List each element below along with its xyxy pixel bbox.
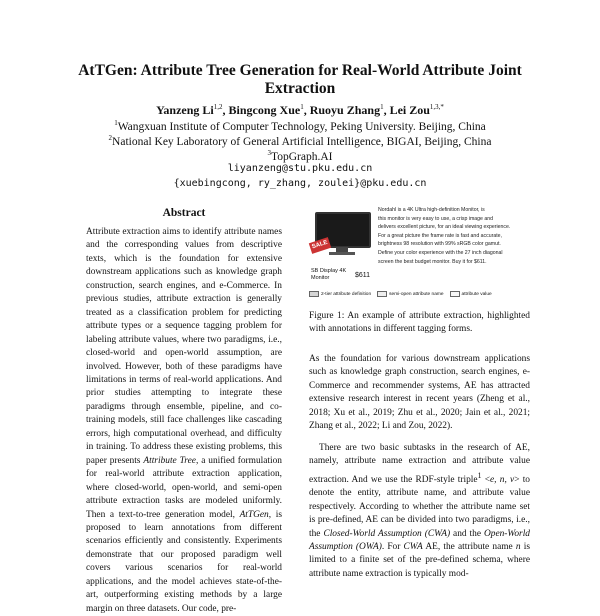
intro-text [309, 353, 530, 581]
figure-legend [309, 290, 530, 298]
affiliation-3-marker: 3 [267, 149, 271, 157]
paragraph-2-segment: . For [381, 542, 404, 553]
affiliation-2-text: National Key Laboratory of General Artificial Intelligence, BIGAI, Beijing, China [112, 135, 492, 148]
description-line: screen the best budget monitor. Buy it for $611. [378, 258, 487, 265]
paragraph-2 [309, 442, 530, 582]
author-affiliation-marker: 1,3,* [429, 103, 444, 111]
product-description [378, 206, 530, 266]
description-line: Define your color experience with the 27 inch diagonal [378, 249, 503, 256]
paragraph-2-segment: e, n, v [490, 474, 515, 485]
paper-title: AtTGen: Attribute Tree Generation for Real-World Attribute Joint Extraction [78, 62, 522, 97]
paragraph-1: As the foundation for various downstream applications such as knowledge graph construction, search engines, e-Commerce and recommender systems, AE has attracted extensive research interest in recent years (Zheng et al., 2018; Xu et al., 2019; Zhu et al., 2020; Jain et al., 2021; Zhang et al., 2022; Li and Zou, 2022). [309, 354, 530, 432]
author-name: Yanzeng Li [156, 103, 214, 117]
description-line: this monitor is very easy to use, a crisp image and [378, 215, 494, 222]
abstract-segment: AtTGen [239, 509, 269, 520]
description-line: brightness 98 resolution with 99% sRGB color gamut. [378, 241, 501, 248]
abstract-body [86, 226, 282, 616]
author-name: Ruoyu Zhang [309, 103, 381, 117]
figure-1 [309, 204, 530, 298]
affiliation-3-text: TopGraph.AI [271, 150, 333, 163]
author-affiliation-marker: 1 [380, 103, 384, 111]
description-line: Nordahl is a 4K Ultra high-definition Monitor, is [378, 207, 485, 213]
product-price: $611 [355, 272, 371, 279]
product-image [309, 204, 375, 298]
affiliation-1-marker: 1 [114, 119, 118, 127]
legend-swatch [309, 291, 319, 297]
author-separator: , [303, 103, 310, 117]
paragraph-2-segment: < [481, 474, 491, 485]
legend-swatch [450, 291, 460, 297]
author-separator: , [383, 103, 390, 117]
email-primary[interactable]: liyanzeng@stu.pku.edu.cn [227, 163, 373, 174]
paragraph-2-segment: Open-World Assumption (OWA) [309, 528, 530, 553]
legend-label: 2-tier attribute definition [321, 291, 372, 297]
monitor-base-icon [329, 252, 355, 255]
paragraph-2-segment: > to denote the entity, attribute name, and attribute value respectively. According to whether the attribute name set is pre-defined, AE can be divided into two paradigms, i.e., the [309, 474, 530, 539]
sale-tag: SALE [309, 237, 331, 254]
author-affiliation-marker: 1,2 [213, 103, 223, 111]
description-line: For a great picture the frame rate is fast and accurate, [378, 232, 502, 239]
author-name: Lei Zou [389, 103, 430, 117]
email-group[interactable]: {xuebingcong, ry_zhang, zoulei}@pku.edu.cn [173, 178, 427, 189]
legend-item [377, 291, 443, 297]
abstract-segment: , a unified formulation for real-world attribute extraction application, where closed-world, open-world, and semi-open attribute extraction tasks are modeled uniformly. Then a text-to-tree generation model, [86, 455, 282, 520]
description-line: delivers excellent picture, for an ideal viewing experience. [378, 224, 511, 231]
legend-label: attribute value [461, 291, 492, 297]
abstract-heading: Abstract [162, 207, 206, 219]
abstract-segment: Attribute Tree [143, 455, 196, 466]
author-name: Bingcong Xue [228, 103, 301, 117]
paragraph-2-segment: is limited to a finite set of the pre-defined schema, where attribute name extraction is typically mod- [309, 542, 530, 579]
paragraph-2-segment: n [515, 542, 521, 553]
paragraph-2-segment: There are two basic subtasks in the research of AE, namely, attribute name extraction and attribute value extraction. And we use the RDF-style triple [309, 442, 530, 485]
abstract-segment: , is proposed to learn annotations from different scenarios efficiently and consistently. Experiments demonstrate that our proposed paradigm well covers various scenarios for real-world applications, and the model achieves state-of-the-art, outperforming existing methods by a large margin on three datasets. Our code, pre- [86, 509, 282, 614]
product-name: SB Display 4K Monitor [311, 268, 347, 281]
affiliation-2-marker: 2 [108, 134, 113, 142]
legend-swatch [377, 291, 387, 297]
paragraph-2-segment: 1 [477, 470, 482, 480]
legend-label: semi-open attribute name [389, 291, 444, 297]
paragraph-2-segment: AE, the attribute name [422, 542, 516, 553]
author-affiliation-marker: 1 [300, 103, 304, 111]
affiliation-1-text: Wangxuan Institute of Computer Technology, Peking University. Beijing, China [117, 120, 486, 133]
paragraph-2-segment: Closed-World Assumption (CWA) [323, 528, 451, 539]
legend-item [450, 291, 492, 297]
figure-caption: Figure 1: An example of attribute extraction, highlighted with annotations in different tagging forms. [309, 311, 530, 335]
abstract-segment: Attribute extraction aims to identify attribute names and the corresponding values from descriptive texts, which is the foundation for extensive downstream applications such as knowledge graph construction, search engines, and e-Commerce. In previous studies, attribute extraction is generally treated as a classification problem for predicting attribute types or a sequence tagging problem for labeling attribute values, where two paradigms, i.e., closed-world and open-world assumption, are involved. However, both of these paradigms have limitations in terms of real-world applications. And prior studies attempting to integrate these paradigms through ensemble, pipeline, and co-training models, still face challenges like cascading errors, high computational overhead, and difficulty in training. To address these existing problems, this paper presents [86, 227, 282, 466]
author-separator: , [222, 103, 229, 117]
legend-item [309, 291, 371, 297]
paragraph-2-segment: and the [450, 528, 484, 539]
paragraph-2-segment: CWA [403, 542, 423, 553]
